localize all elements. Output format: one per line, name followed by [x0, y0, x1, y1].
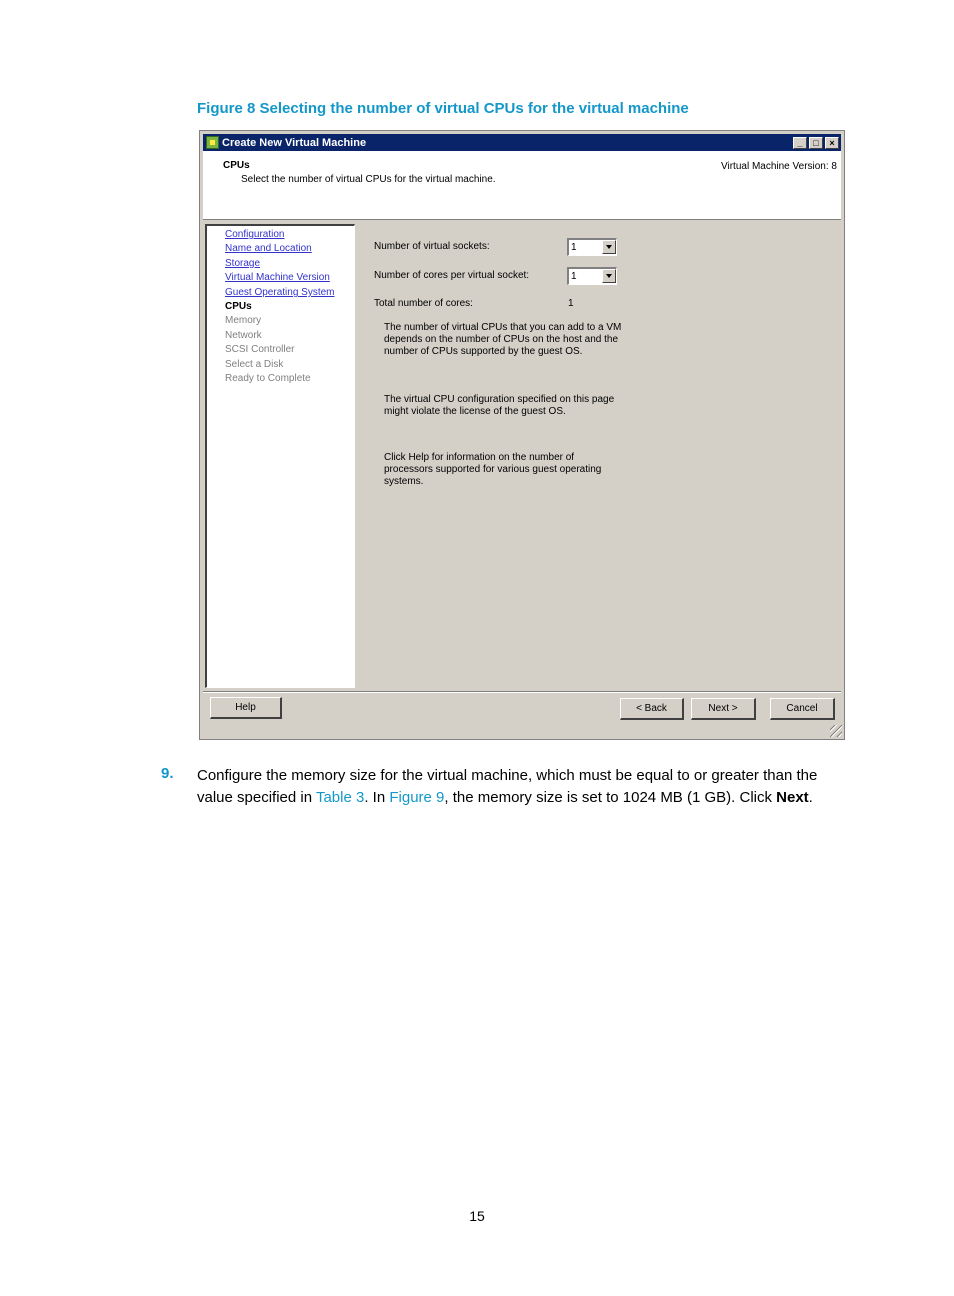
step-cpus: CPUs — [225, 301, 252, 312]
sockets-label: Number of virtual sockets: — [374, 241, 490, 252]
wizard-steps-list — [205, 224, 355, 688]
close-button[interactable]: × — [825, 137, 839, 149]
title-bar[interactable] — [203, 134, 841, 151]
instruction-text: , the memory size is set to 1024 MB (1 GB). Click — [444, 789, 777, 806]
step-network: Network — [225, 330, 262, 341]
resize-grip-icon[interactable] — [830, 725, 842, 737]
vm-version-label: Virtual Machine Version: 8 — [721, 161, 837, 172]
help-button[interactable]: Help — [210, 697, 282, 719]
chevron-down-icon[interactable] — [602, 240, 616, 254]
window-title: Create New Virtual Machine — [222, 136, 367, 149]
info-cpu-limits: The number of virtual CPUs that you can add to a VM depends on the number of CPUs on the host and the number of CPUs supported by the guest OS. — [384, 322, 622, 357]
info-license-warning: The virtual CPU configuration specified on this page might violate the license of the guest OS. — [384, 394, 615, 417]
step-name-and-location[interactable]: Name and Location — [225, 243, 312, 254]
next-button[interactable]: Next > — [691, 698, 756, 720]
sockets-select[interactable] — [567, 238, 617, 256]
maximize-button[interactable]: □ — [809, 137, 823, 149]
create-vm-window — [199, 130, 845, 740]
step-ready-to-complete: Ready to Complete — [225, 373, 311, 384]
cores-select[interactable] — [567, 267, 617, 285]
page-title: CPUs — [223, 160, 250, 171]
step-select-disk: Select a Disk — [225, 359, 284, 370]
back-button[interactable]: < Back — [620, 698, 684, 720]
instruction-text: Configure the memory size for the virtual machine, which must be equal to or greater than the value specified in — [197, 767, 818, 806]
button-bar-divider — [203, 691, 841, 693]
step-memory: Memory — [225, 315, 262, 326]
chevron-down-icon[interactable] — [602, 269, 616, 283]
cancel-button[interactable]: Cancel — [770, 698, 835, 720]
instruction-text: . In — [364, 789, 390, 806]
step-scsi-controller: SCSI Controller — [225, 344, 295, 355]
figure-caption: Figure 8 Selecting the number of virtual CPUs for the virtual machine — [197, 100, 689, 117]
total-cores-value: 1 — [568, 298, 574, 309]
step-configuration[interactable]: Configuration — [225, 229, 285, 240]
step-storage[interactable]: Storage — [225, 258, 261, 269]
total-cores-label: Total number of cores: — [374, 298, 473, 309]
step-number: 9. — [161, 765, 174, 782]
next-keyword: Next — [776, 789, 809, 806]
page-subtitle: Select the number of virtual CPUs for the virtual machine. — [241, 174, 496, 185]
minimize-button[interactable]: _ — [793, 137, 807, 149]
wizard-header — [203, 151, 841, 220]
cores-label: Number of cores per virtual socket: — [374, 270, 530, 281]
figure-9-link[interactable]: Figure 9 — [389, 789, 445, 806]
cores-value: 1 — [571, 271, 577, 282]
table-3-link[interactable]: Table 3 — [315, 789, 365, 806]
info-help-hint: Click Help for information on the number of processors supported for various guest operating systems. — [384, 452, 602, 487]
vsphere-app-icon — [206, 136, 219, 149]
step-guest-os[interactable]: Guest Operating System — [225, 287, 335, 298]
step-vm-version[interactable]: Virtual Machine Version — [225, 272, 330, 283]
sockets-value: 1 — [571, 242, 577, 253]
step-instruction — [197, 765, 857, 809]
page-number: 15 — [469, 1208, 485, 1224]
instruction-text: . — [808, 789, 813, 806]
